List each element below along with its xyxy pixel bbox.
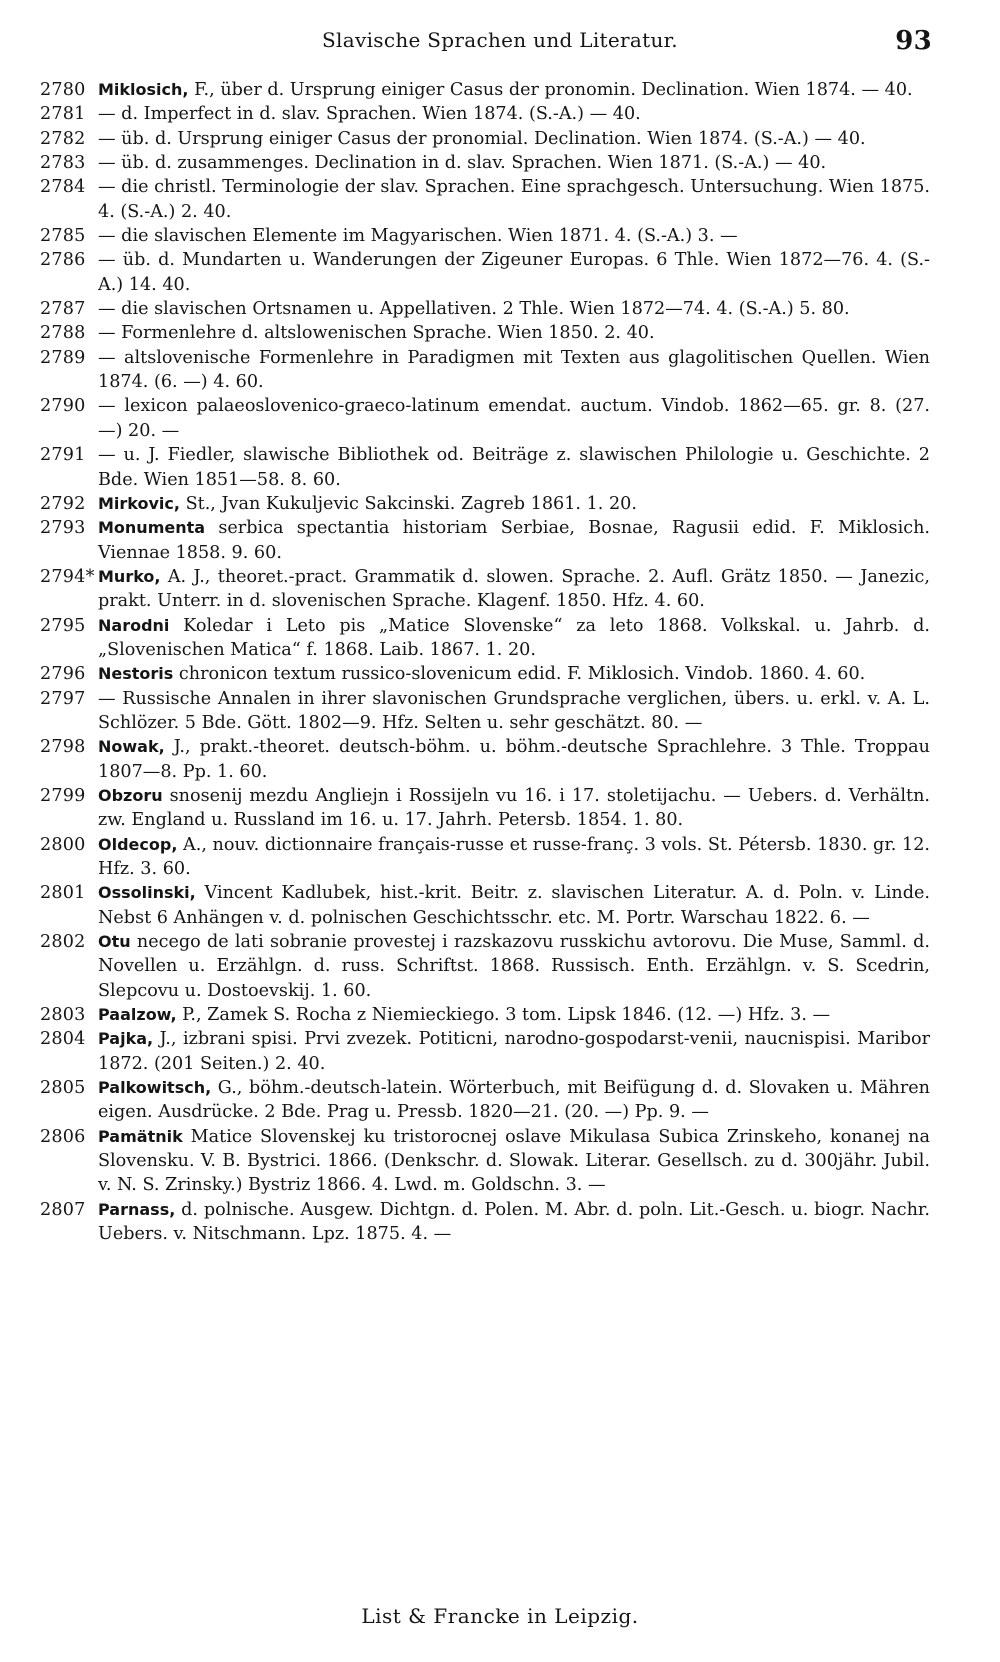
entry-description: — die christl. Terminologie der slav. Sprachen. Eine sprachgesch. Untersuchung. Wien 1875. 4. (S.-A.) 2. 40. (98, 177, 930, 222)
entry-description: serbica spectantia historiam Serbiae, Bosnae, Ragusii edid. F. Miklosich. Viennae 1858. 9. 60. (98, 518, 930, 563)
entry-text (98, 321, 930, 345)
entry-text (98, 1027, 930, 1076)
entry-description: St., Jvan Kukuljevic Sakcinski. Zagreb 1861. 1. 20. (179, 493, 637, 514)
entry-author: Mirkovic, (98, 493, 180, 513)
entry-description: — die slavischen Ortsnamen u. Appellativen. 2 Thle. Wien 1872—74. 4. (S.-A.) 5. 80. (98, 299, 850, 320)
entry-number: 2795 (40, 615, 86, 636)
entry-text (98, 175, 930, 224)
catalog-entries (40, 78, 940, 1247)
entry-author: Murko, (98, 566, 161, 586)
catalog-entry (40, 102, 940, 126)
entry-text (98, 443, 930, 492)
catalog-entry (40, 614, 940, 663)
catalog-entry (40, 1125, 940, 1198)
entry-text (98, 833, 930, 882)
entry-number: 2785 (40, 226, 86, 247)
catalog-entry (40, 78, 940, 102)
entry-number: 2791 (40, 445, 86, 466)
entry-description: — üb. d. zusammenges. Declination in d. slav. Sprachen. Wien 1871. (S.-A.) — 40. (98, 153, 827, 174)
entry-description: necego de lati sobranie provestej i razskazovu russkichu avtorovu. Die Muse, Samml. d. Novellen u. Erzählgn. d. russ. Schriftst. 1868. Russisch. Enth. Erzählgn. v. S. Scedrin, Slepcovu u. Dostoevskij. 1. 60. (98, 932, 930, 1001)
catalog-entry (40, 735, 940, 784)
entry-number: 2781 (40, 104, 86, 125)
entry-number: 2793 (40, 518, 86, 539)
entry-number: 2786 (40, 250, 86, 271)
entry-number: 2799 (40, 785, 86, 806)
catalog-entry (40, 687, 940, 736)
entry-text (98, 614, 930, 663)
page-header (0, 22, 1000, 62)
entry-description: — lexicon palaeoslovenico-graeco-latinum emendat. auctum. Vindob. 1862—65. gr. 8. (27. —) 20. — (98, 396, 930, 441)
entry-author: Parnass, (98, 1199, 176, 1219)
entry-description: A. J., theoret.-pract. Grammatik d. slowen. Sprache. 2. Aufl. Grätz 1850. — Janezic, prakt. Unterr. in d. slovenischen Sprache. Klagenf. 1850. Hfz. 4. 60. (98, 566, 930, 612)
catalog-entry (40, 516, 940, 565)
entry-author: Obzoru (98, 785, 163, 805)
entry-number: 2798 (40, 737, 86, 758)
publisher-footer: List & Francke in Leipzig. (361, 1604, 639, 1628)
entry-author: Monumenta (98, 518, 206, 538)
entry-description: — die slavischen Elemente im Magyarischen. Wien 1871. 4. (S.-A.) 3. — (98, 226, 738, 247)
catalog-entry (40, 1003, 940, 1027)
entry-description: P., Zamek S. Rocha z Niemieckiego. 3 tom. Lipsk 1846. (12. —) Hfz. 3. — (176, 1005, 831, 1026)
entry-text (98, 224, 930, 248)
entry-author: Palkowitsch, (98, 1078, 212, 1098)
entry-text (98, 151, 930, 175)
entry-description: J., izbrani spisi. Prvi zvezek. Potiticni, narodno-gospodarst-venii, naucnispisi. Maribor 1872. (201 Seiten.) 2. 40. (98, 1029, 930, 1074)
entry-text (98, 492, 930, 516)
entry-description: — Russische Annalen in ihrer slavonischen Grundsprache verglichen, übers. u. erkl. v. A. L. Schlözer. 5 Bde. Gött. 1802—9. Hfz. Selten u. sehr geschätzt. 80. — (98, 688, 930, 733)
entry-text (98, 394, 930, 443)
entry-description: Matice Slovenskej ku tristorocnej oslave Mikulasa Subica Zrinskeho, konanej na Slovensku. V. B. Bystrici. 1866. (Denkschr. d. Slowak. Literar. Gesellsch. zu d. 300jähr. Jubil. v. N. S. Zrinsky.) Bystriz 1866. 4. Lwd. m. Goldschn. 3. — (98, 1126, 930, 1196)
entry-description: d. polnische. Ausgew. Dichtgn. d. Polen. M. Abr. d. poln. Lit.-Gesch. u. biogr. Nachr. Uebers. v. Nitschmann. Lpz. 1875. 4. — (98, 1199, 930, 1245)
entry-description: — u. J. Fiedler, slawische Bibliothek od. Beiträge z. slawischen Philologie u. Geschichte. 2 Bde. Wien 1851—58. 8. 60. (98, 445, 930, 490)
entry-number: 2790 (40, 396, 86, 417)
entry-number: 2784 (40, 177, 86, 198)
running-title: Slavische Sprachen und Literatur. (322, 28, 678, 52)
entry-text (98, 78, 930, 102)
entry-author: Pajka, (98, 1029, 154, 1049)
entry-text (98, 565, 930, 614)
entry-text (98, 346, 930, 395)
entry-number: 2803 (40, 1005, 86, 1026)
catalog-entry (40, 224, 940, 248)
entry-author: Otu (98, 932, 131, 952)
entry-number: 2783 (40, 153, 86, 174)
entry-text (98, 1198, 930, 1247)
entry-author: Nestoris (98, 664, 174, 684)
page-number: 93 (895, 26, 932, 56)
catalog-entry (40, 662, 940, 686)
entry-number: 2780 (40, 80, 86, 100)
entry-author: Pamätnik (98, 1126, 183, 1146)
entry-text (98, 930, 930, 1003)
catalog-entry (40, 151, 940, 175)
entry-text (98, 297, 930, 321)
catalog-entry (40, 784, 940, 833)
entry-text (98, 127, 930, 151)
catalog-entry (40, 175, 940, 224)
entry-description: — altslovenische Formenlehre in Paradigmen mit Texten aus glagolitischen Quellen. Wien 1874. (6. —) 4. 60. (98, 347, 930, 393)
catalog-entry (40, 881, 940, 930)
entry-number: 2792 (40, 493, 86, 514)
entry-number: 2796 (40, 664, 86, 685)
catalog-entry (40, 565, 940, 614)
entry-number: 2802 (40, 932, 86, 953)
entry-number: 2806 (40, 1126, 86, 1147)
entry-number: 2804 (40, 1029, 86, 1050)
entry-text (98, 881, 930, 930)
entry-author: Narodni (98, 615, 170, 635)
entry-text (98, 1003, 930, 1027)
entry-text (98, 687, 930, 736)
catalog-entry (40, 492, 940, 516)
catalog-entry (40, 833, 940, 882)
entry-text (98, 102, 930, 126)
catalog-entry (40, 297, 940, 321)
catalog-entry (40, 1198, 940, 1247)
entry-description: Vincent Kadlubek, hist.-krit. Beitr. z. slavischen Literatur. A. d. Poln. v. Linde. Nebst 6 Anhängen v. d. polnischen Geschichtsschr. etc. M. Portr. Warschau 1822. 6. — (98, 883, 930, 928)
entry-number: 2782 (40, 128, 86, 149)
entry-description: snosenij mezdu Angliejn i Rossijeln vu 16. i 17. stoletijachu. — Uebers. d. Verhältn. zw. England u. Russland im 16. u. 17. Jahrh. Petersb. 1854. 1. 80. (98, 785, 930, 831)
entry-text (98, 784, 930, 833)
entry-text (98, 248, 930, 297)
entry-number: 2801 (40, 883, 86, 904)
entry-text (98, 516, 930, 565)
entry-author: Paalzow, (98, 1005, 177, 1025)
catalog-entry (40, 1076, 940, 1125)
catalog-entry (40, 394, 940, 443)
entry-number: 2807 (40, 1199, 86, 1220)
entry-text (98, 662, 930, 686)
entry-author: Oldecop, (98, 834, 178, 854)
entry-author: Nowak, (98, 737, 165, 757)
catalog-entry (40, 248, 940, 297)
entry-description: G., böhm.-deutsch-latein. Wörterbuch, mit Beifügung d. d. Slovaken u. Mähren eigen. Ausdrücke. 2 Bde. Prag u. Pressb. 1820—21. (20. —) Pp. 9. — (98, 1078, 930, 1123)
catalog-entry (40, 127, 940, 151)
entry-author: Ossolinski, (98, 883, 196, 903)
entry-number: 2787 (40, 299, 86, 320)
entry-description: chronicon textum russico-slovenicum edid. F. Miklosich. Vindob. 1860. 4. 60. (173, 664, 866, 685)
entry-description: Koledar i Leto pis „Matice Slovenske“ za leto 1868. Volkskal. u. Jahrb. d. „Slovenischen Matica“ f. 1868. Laib. 1867. 1. 20. (98, 615, 930, 660)
entry-description: — üb. d. Ursprung einiger Casus der pronomial. Declination. Wien 1874. (S.-A.) — 40. (98, 128, 866, 149)
entry-number: 2794* (40, 566, 95, 587)
entry-text (98, 735, 930, 784)
catalog-entry (40, 930, 940, 1003)
entry-description: — d. Imperfect in d. slav. Sprachen. Wien 1874. (S.-A.) — 40. (98, 104, 641, 125)
entry-description: F., über d. Ursprung einiger Casus der pronomin. Declination. Wien 1874. — 40. (188, 80, 913, 100)
entry-description: — üb. d. Mundarten u. Wanderungen der Zigeuner Europas. 6 Thle. Wien 1872—76. 4. (S.-A.) 14. 40. (98, 250, 930, 295)
entry-number: 2800 (40, 834, 86, 855)
entry-author: Miklosich, (98, 80, 189, 99)
catalog-entry (40, 321, 940, 345)
entry-number: 2797 (40, 688, 86, 709)
catalog-entry (40, 346, 940, 395)
entry-text (98, 1125, 930, 1198)
entry-number: 2789 (40, 347, 86, 368)
entry-text (98, 1076, 930, 1125)
catalog-entry (40, 443, 940, 492)
entry-description: A., nouv. dictionnaire français-russe et russe-franç. 3 vols. St. Pétersb. 1830. gr. 12. Hfz. 3. 60. (98, 834, 930, 879)
entry-description: — Formenlehre d. altslowenischen Sprache. Wien 1850. 2. 40. (98, 323, 655, 344)
entry-number: 2788 (40, 323, 86, 344)
entry-description: J., prakt.-theoret. deutsch-böhm. u. böhm.-deutsche Sprachlehre. 3 Thle. Troppau 1807—8. Pp. 1. 60. (98, 737, 930, 782)
catalog-entry (40, 1027, 940, 1076)
entry-number: 2805 (40, 1078, 86, 1099)
